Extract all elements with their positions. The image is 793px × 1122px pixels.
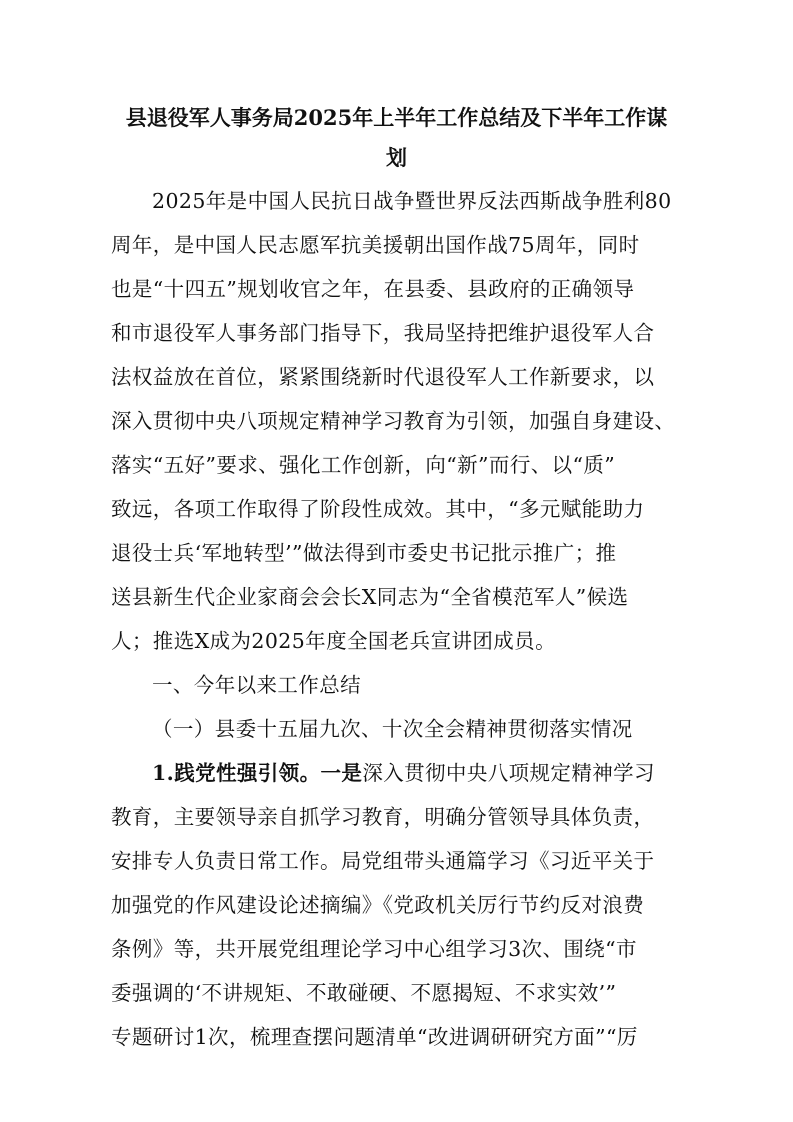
item-1-line: 教育，主要领导亲自抓学习教育，明确分管领导具体负责， — [111, 805, 655, 829]
intro-line: 法权益放在首位，紧紧围绕新时代退役军人工作新要求，以 — [111, 365, 655, 389]
item-1-first-line — [152, 755, 655, 791]
section-heading: 一、今年以来工作总结 — [152, 673, 361, 697]
item-1-first-text: 深入贯彻中央八项规定精神学习 — [362, 761, 655, 785]
intro-line: 落实“五好”要求、强化工作创新，向“新”而行、以“质” — [111, 453, 616, 477]
intro-line: 也是“十四五”规划收官之年，在县委、县政府的正确领导 — [111, 277, 635, 301]
subsection-heading: （一）县委十五届九次、十次全会精神贯彻落实情况 — [152, 717, 633, 741]
document-title-line-1: 县退役军人事务局2025年上半年工作总结及下半年工作谋 — [125, 105, 668, 130]
document-title-line-2: 划 — [386, 145, 407, 170]
item-1-sublabel: 一是 — [320, 761, 363, 785]
intro-line: 和市退役军人事务部门指导下，我局坚持把维护退役军人合 — [111, 321, 655, 345]
intro-line: 深入贯彻中央八项规定精神学习教育为引领，加强自身建设、 — [111, 409, 676, 433]
intro-line: 送县新生代企业家商会会长X同志为“全省模范军人”候选 — [111, 585, 629, 609]
intro-line: 周年，是中国人民志愿军抗美援朝出国作战75周年，同时 — [111, 233, 640, 257]
intro-line: 人；推选X成为2025年度全国老兵宣讲团成员。 — [111, 629, 556, 653]
intro-line: 退役士兵‘军地转型’”做法得到市委史书记批示推广；推 — [111, 541, 617, 565]
intro-line: 2025年是中国人民抗日战争暨世界反法西斯战争胜利80 — [152, 189, 672, 213]
item-1-line: 条例》等，共开展党组理论学习中心组学习3次、围绕“市 — [111, 937, 637, 961]
item-1-line: 专题研讨1次，梳理查摆问题清单“改进调研研究方面”“厉 — [111, 1025, 638, 1049]
intro-line: 致远，各项工作取得了阶段性成效。其中，“多元赋能助力 — [111, 497, 645, 521]
item-1-label: 1.践党性强引领。 — [152, 761, 321, 785]
item-1-line: 安排专人负责日常工作。局党组带头通篇学习《习近平关于 — [111, 849, 655, 873]
item-1-line: 加强党的作风建设论述摘编》《党政机关厉行节约反对浪费 — [111, 893, 645, 917]
item-1-line: 委强调的‘不讲规矩、不敢碰硬、不愿揭短、不求实效’” — [111, 981, 617, 1005]
